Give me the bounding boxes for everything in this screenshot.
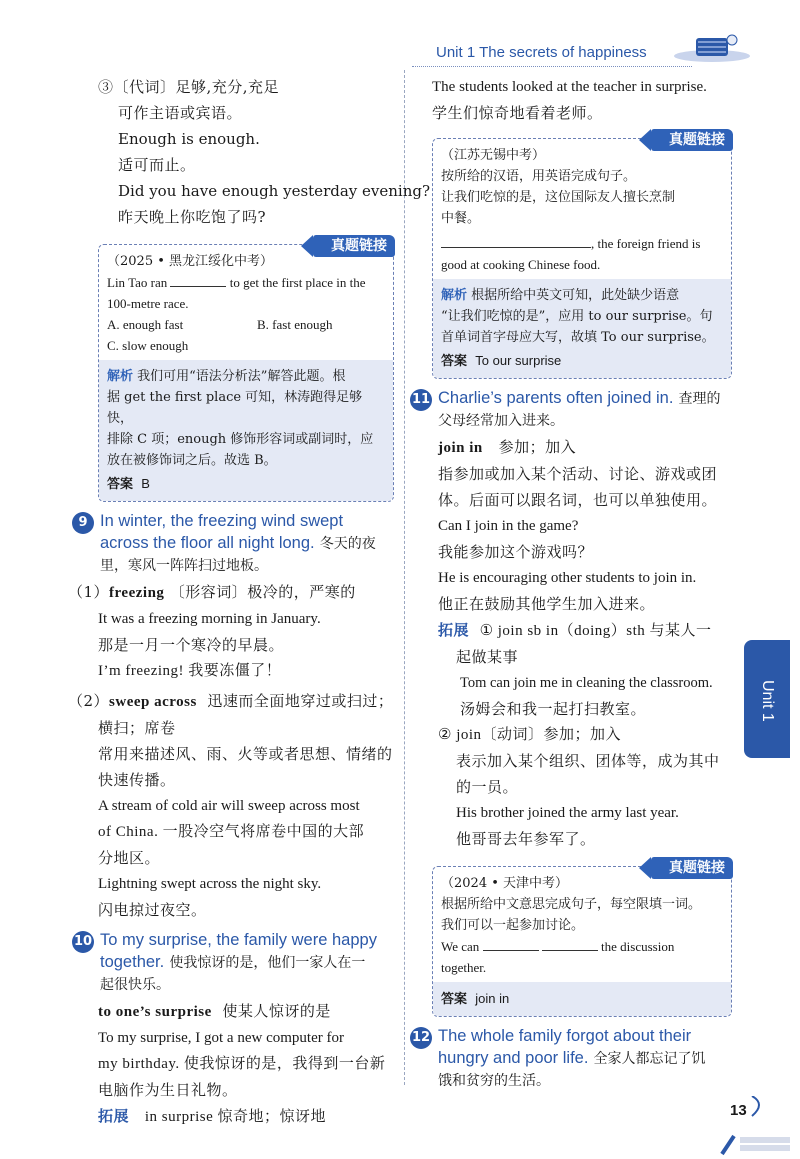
exam-prompt-cont: 中餐。 (441, 211, 481, 226)
analysis-text: 据 get the first place 可知，林涛跑得足够快， (107, 390, 363, 426)
sweep-example-en: A stream of cold air will sweep across most (98, 798, 360, 814)
join-in-desc-cont: 体。后面可以跟名词，也可以单独使用。 (438, 491, 718, 509)
item-9-head (72, 510, 394, 577)
freezing-def: 〔形容词〕极冷的，严寒的 (169, 583, 356, 601)
answer-blank (170, 286, 226, 287)
sweep-example2-en: Lightning swept across the night sky. (98, 876, 322, 892)
surprise-example-top-en: The students looked at the teacher in surprise. (432, 79, 707, 95)
exam-prompt: 我们可以一起参加讨论。 (441, 918, 585, 933)
exam-question-cont: good at cooking Chinese food. (441, 257, 601, 272)
analysis-text: 放在被修饰词之后。故选 B。 (107, 453, 277, 468)
item-10-sentence: To my surprise, the family were happy (100, 931, 377, 949)
analysis-text: 首单词首字母应大写，故填 To our surprise。 (441, 330, 715, 345)
surprise-example-cn: 电脑作为生日礼物。 (98, 1081, 238, 1099)
analysis-text: 我们可用“语法分析法”解答此题。根 (137, 369, 346, 384)
extension-text-cont: 起做某事 (456, 648, 519, 666)
item-12 (410, 1025, 732, 1092)
unit-tab-label: Unit 1 (759, 680, 776, 722)
exam-link-box-2 (432, 132, 732, 379)
page-number: 13 (730, 1102, 747, 1119)
analysis-panel (99, 360, 393, 501)
item-9-sentence: In winter, the freezing wind swept (100, 512, 344, 530)
option-b: B. fast enough (257, 317, 333, 332)
analysis-label: 解析 (107, 369, 134, 384)
item-number-badge: 12 (410, 1027, 432, 1049)
enough-example-cn: 适可而止。 (118, 156, 196, 174)
exam-instruction: 根据所给中文意思完成句子，每空限填一词。 (441, 897, 702, 912)
exam-link-tag: 真题链接 (651, 857, 733, 879)
join-verb-desc-cont: 的一员。 (456, 778, 519, 796)
header-rule (412, 66, 692, 67)
join-verb-entry: ② join〔动词〕参加；加入 (438, 727, 622, 743)
join-in-entry (438, 434, 732, 461)
exam-question-cont: together. (441, 960, 487, 975)
extension-label: 拓展 (438, 621, 470, 639)
exam-link-box-3 (432, 860, 732, 1017)
sweep-across-desc: 常用来描述风、雨、火等或者思想、情绪的 (98, 745, 393, 763)
unit-side-tab (744, 640, 790, 758)
sweep-across-entry: （2）sweep across 迅速而全面地穿过或扫过； (68, 692, 394, 710)
exam-options-row (107, 314, 385, 335)
surprise-phrase-def: 使某人惊讶的是 (222, 1002, 331, 1020)
book-globe-icon (672, 30, 752, 64)
exam-instruction: 按所给的汉语，用英语完成句子。 (441, 169, 637, 184)
item-12-translation: 全家人都忘记了饥 (593, 1051, 706, 1067)
exam-link-box-1 (98, 238, 394, 502)
exam-source: （2024 • 天津中考） (441, 876, 569, 891)
phrase-to-ones-surprise: to one’s surprise (98, 1004, 212, 1020)
join-in-example-cn: 我能参加这个游戏吗？ (438, 543, 594, 561)
item-10-translation: 使我惊讶的是，他们一家人在一 (169, 955, 366, 971)
item-12-translation-cont: 饿和贫穷的生活。 (438, 1073, 550, 1089)
answer-panel (433, 982, 731, 1016)
freezing-example-cn: 那是一月一个寒冷的早晨。 (98, 636, 285, 654)
extension-text: ① join sb in（doing）sth 与某人一 (479, 623, 712, 639)
join-verb-desc: 表示加入某个组织、团体等，成为其中 (456, 752, 720, 770)
enough-example-en: Enough is enough. (118, 130, 260, 148)
item-12-sentence-cont: hungry and poor life. (438, 1049, 589, 1067)
item-11-sentence: Charlie’s parents often joined in. (438, 389, 674, 407)
freezing-example-en: It was a freezing morning in January. (98, 611, 321, 627)
option-c: C. slow enough (107, 338, 189, 353)
answer-value: To our surprise (475, 353, 562, 368)
item-10 (72, 929, 394, 1130)
item-12-head (410, 1025, 732, 1092)
exam-link-tag: 真题链接 (313, 235, 395, 257)
exam-source: （2025 • 黑龙江绥化中考） (107, 254, 274, 269)
item-12-sentence: The whole family forgot about their (438, 1027, 692, 1045)
exam-question: We can the discussion (441, 939, 675, 954)
analysis-text: “让我们吃惊的是”，应用 to our surprise。句 (441, 309, 713, 324)
answer-blank (441, 247, 591, 248)
enough-usage-note: 可作主语或宾语。 (118, 104, 243, 122)
enough-example2-cn: 昨天晚上你吃饱了吗? (118, 208, 267, 226)
join-in-example2-cn: 他正在鼓励其他学生加入进来。 (438, 595, 656, 613)
extension-label: 拓展 (98, 1107, 130, 1125)
item-9 (68, 510, 394, 923)
item-9-sentence-cont: across the floor all night long. (100, 534, 315, 552)
freezing-example2: I’m freezing! 我要冻僵了！ (98, 663, 282, 679)
sweep-across-desc-cont: 快速传播。 (98, 771, 176, 789)
sweep-example-cn: 分地区。 (98, 849, 161, 867)
phrase-sweep-across: sweep across (109, 694, 197, 710)
exam-question-cont: 100-metre race. (107, 296, 189, 311)
surprise-example-top-cn: 学生们惊奇地看着老师。 (432, 104, 603, 122)
surprise-phrase-entry (98, 998, 394, 1025)
exam-source: （江苏无锡中考） (441, 148, 546, 163)
answer-value: B (141, 476, 150, 491)
sweep-across-def: 迅速而全面地穿过或扫过； (207, 692, 394, 710)
answer-blank (483, 950, 539, 951)
column-divider (404, 70, 405, 1085)
analysis-panel (433, 279, 731, 378)
page-corner-icon (712, 1096, 792, 1156)
item-10-head (72, 929, 394, 996)
page-header (0, 0, 800, 70)
item-9-translation: 冬天的夜 (319, 536, 376, 552)
analysis-text: 根据所给中英文可知，此处缺少语意 (471, 288, 680, 303)
extension-example-en: Tom can join me in cleaning the classroom. (460, 675, 713, 691)
option-a: A. enough fast (107, 317, 184, 332)
join-verb-example-en: His brother joined the army last year. (456, 805, 679, 821)
item-number-badge: 9 (72, 512, 94, 534)
item-11-head (410, 387, 732, 432)
item-10-sentence-cont: together. (100, 953, 165, 971)
enough-example2-en: Did you have enough yesterday evening? (118, 182, 431, 200)
join-in-desc: 指参加或加入某个活动、讨论、游戏或团 (438, 465, 718, 483)
freezing-entry: （1）freezing 〔形容词〕极冷的，严寒的 (68, 583, 356, 601)
word-freezing: freezing (109, 585, 165, 601)
sweep-across-def-cont: 横扫；席卷 (98, 719, 176, 737)
item-11 (410, 387, 732, 852)
answer-label: 答案 (107, 477, 134, 492)
right-column (411, 74, 732, 1094)
exam-question: , the foreign friend is (441, 233, 723, 254)
extension-text: in surprise 惊奇地；惊讶地 (144, 1109, 326, 1125)
item-number-badge: 11 (410, 389, 432, 411)
item-11-translation: 查理的 (678, 391, 721, 407)
item-9-translation-cont: 里，寒风一阵阵扫过地板。 (100, 558, 268, 574)
join-in-example-en: Can I join in the game? (438, 518, 579, 534)
surprise-example-en-cont: my birthday. 使我惊讶的是，我得到一台新 (98, 1056, 386, 1072)
sweep-example2-cn: 闪电掠过夜空。 (98, 901, 207, 919)
exam-link-tag: 真题链接 (651, 129, 733, 151)
extension-example-cn: 汤姆会和我一起打扫教室。 (460, 700, 647, 718)
surprise-extension (98, 1103, 394, 1130)
item-10-translation-cont: 起很快乐。 (100, 977, 170, 993)
header-title: Unit 1 The secrets of happiness (436, 44, 647, 61)
join-in-def: 参加；加入 (498, 438, 577, 456)
enough-pronoun-head: ③〔代词〕足够,充分,充足 (98, 78, 280, 96)
item-number-badge: 10 (72, 931, 94, 953)
answer-label: 答案 (441, 992, 468, 1007)
enough-pronoun-section (72, 74, 431, 230)
exam-prompt: 让我们吃惊的是，这位国际友人擅长烹制 (441, 190, 676, 205)
analysis-text: 排除 C 项；enough 修饰形容词或副词时，应 (107, 432, 374, 447)
answer-value: join in (475, 991, 510, 1006)
analysis-label: 解析 (441, 288, 468, 303)
phrase-join-in: join in (438, 440, 483, 456)
join-in-example2-en: He is encouraging other students to join in. (438, 570, 697, 586)
surprise-example-en: To my surprise, I got a new computer for (98, 1030, 344, 1046)
answer-blank (542, 950, 598, 951)
item-11-translation-cont: 父母经常加入进来。 (438, 413, 564, 429)
answer-label: 答案 (441, 354, 468, 369)
exam-question: Lin Tao ran to get the first place in the (107, 275, 366, 290)
join-extension (438, 617, 732, 644)
join-verb-example-cn: 他哥哥去年参军了。 (456, 830, 596, 848)
sweep-example-en-cont: of China. 一股冷空气将席卷中国的大部 (98, 824, 365, 840)
